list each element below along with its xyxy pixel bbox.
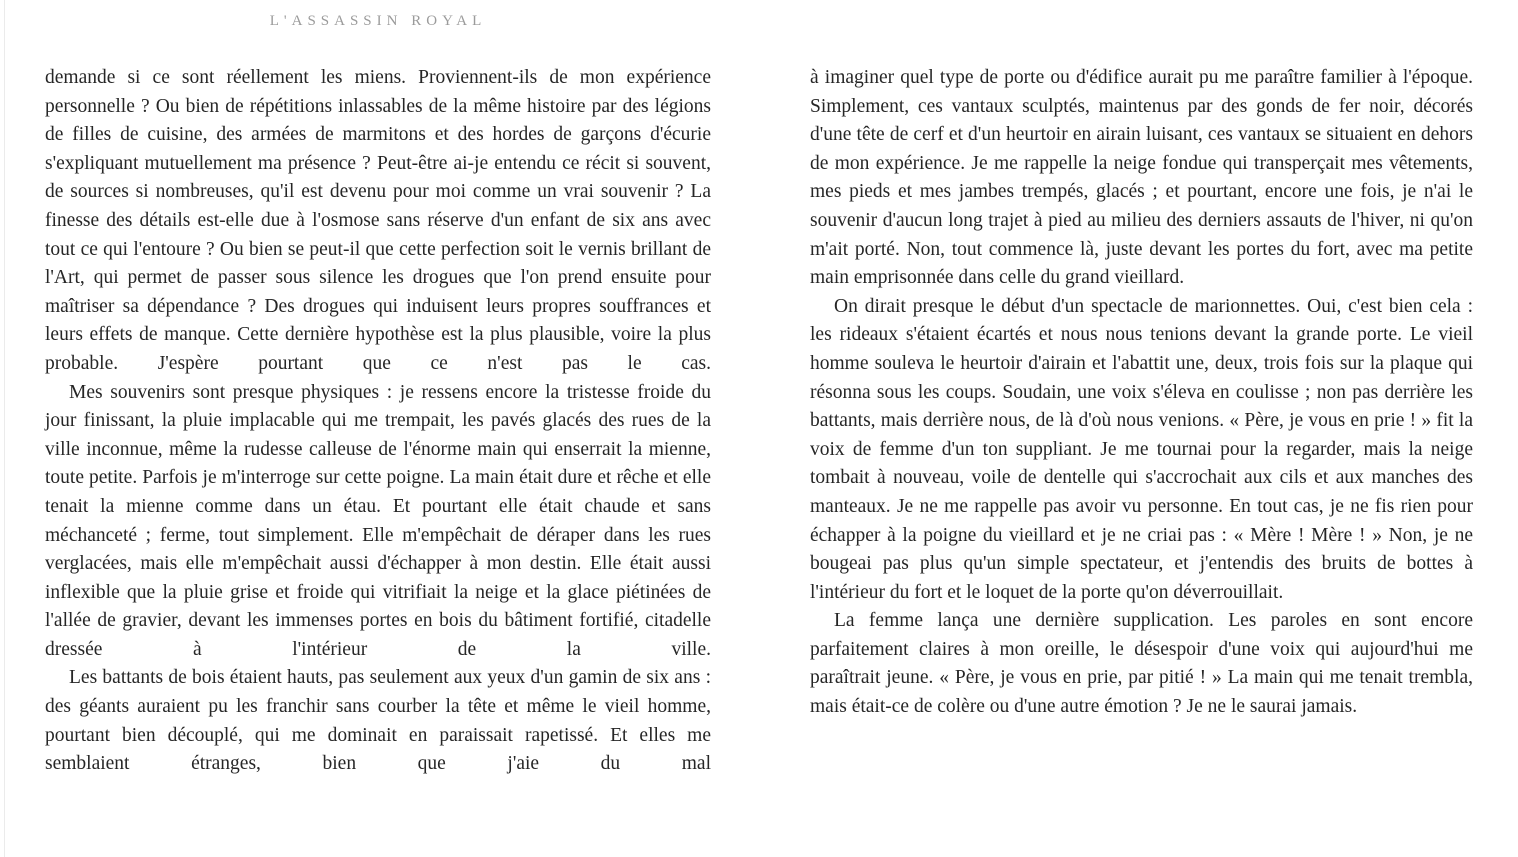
- paragraph: On dirait presque le début d'un spectacle de marionnettes. Oui, c'est bien cela : les rideaux s'étaient écartés et nous nous tenions devant la grande porte. Le vieil homme souleva le heurtoir d'airain et l'abattit une, deux, trois fois sur la plaque qui résonna sous les coups. Soudain, une voix s'éleva en coulisse ; non pas derrière les battants, mais derrière nous, de là d'où nous venions. « Père, je vous en prie ! » fit la voix de femme d'un ton suppliant. Je me tournai pour la regarder, mais la neige tombait à nouveau, voile de dentelle qui s'accrochait aux cils et aux manches des manteaux. Je ne me rappelle pas avoir vu personne. En tout cas, je ne fis rien pour échapper à la poigne du vieillard et je ne criai pas : « Mère ! Mère ! » Non, je ne bougeai pas plus qu'un simple spectateur, et j'entendis des bruits de bottes à l'intérieur du fort et le loquet de la porte qu'on déverrouillait.: [810, 295, 1473, 603]
- paragraph: à imaginer quel type de porte ou d'édifice aurait pu me paraître familier à l'époque. Simplement, ces vantaux sculptés, maintenus par des gonds de fer noir, décorés d'une tête de cerf et d'un heurtoir en airain luisant, ces vantaux se situaient en dehors de mon expérience. Je me rappelle la neige fondue qui transperçait mes vêtements, mes pieds et mes jambes trempés, glacés ; et pourtant, encore une fois, je n'ai le souvenir d'aucun long trajet à pied au milieu des derniers assauts de l'hiver, ni qu'on m'ait porté. Non, tout commence là, juste devant les portes du fort, avec ma petite main emprisonnée dans celle du grand vieillard.: [810, 67, 1473, 289]
- paragraph: La femme lança une dernière supplication. Les paroles en sont encore parfaitement claires à mon oreille, le désespoir d'une voix qui aujourd'hui me paraîtrait jeune. « Père, je vous en prie, par pitié ! » La main qui me tenait trembla, mais était-ce de colère ou d'une autre émotion ? Je ne le saurai jamais.: [810, 610, 1473, 718]
- left-page-column: [45, 64, 711, 779]
- paragraph: Les battants de bois étaient hauts, pas seulement aux yeux d'un gamin de six ans : des géants auraient pu les franchir sans courber la tête et même le vieil homme, pourtant bien découplé, qui me dominait en paraissait rapetissé. Et elles me semblaient étranges, bien que j'aie du mal: [45, 667, 711, 775]
- right-page-column: [810, 64, 1473, 722]
- paragraph: Mes souvenirs sont presque physiques : je ressens encore la tristesse froide du jour finissant, la pluie implacable qui me trempait, les pavés glacés des rues de la ville inconnue, même la rudesse calleuse de l'énorme main qui enserrait la mienne, toute petite. Parfois je m'interroge sur cette poigne. La main était dure et rêche et elle tenait la mienne comme dans un étau. Et pourtant elle était chaude et sans méchanceté ; ferme, tout simplement. Elle m'empêchait de déraper dans les rues verglacées, mais elle m'empêchait aussi d'échapper à mon destin. Elle était aussi inflexible que la pluie grise et froide qui vitrifiait la neige et la glace piétinées de l'allée de gravier, devant les immenses portes en bois du bâtiment fortifié, citadelle dressée à l'intérieur de la ville.: [45, 381, 711, 660]
- running-title: L'ASSASSIN ROYAL: [269, 13, 487, 29]
- paragraph: demande si ce sont réellement les miens. Proviennent-ils de mon expérience personnelle ? Ou bien de répétitions inlassables de la même histoire par des légions de filles de cuisine, des armées de marmitons et des hordes de garçons d'écurie s'expliquant mutuellement ma présence ? Peut-être ai-je entendu ce récit si souvent, de sources si nombreuses, qu'il est devenu pour moi comme un vrai souvenir ? La finesse des détails est-elle due à l'osmose sans réserve d'un enfant de six ans avec tout ce qui l'entoure ? Ou bien se peut-il que cette perfection soit le vernis brillant de l'Art, qui permet de passer sous silence les drogues que l'on prend ensuite pour maîtriser sa dépendance ? Des drogues qui induisent leurs propres souffrances et leurs effets de manque. Cette dernière hypothèse est la plus plausible, voire la plus probable. J'espère pourtant que ce n'est pas le cas.: [45, 67, 711, 374]
- page-edge-line: [4, 0, 5, 857]
